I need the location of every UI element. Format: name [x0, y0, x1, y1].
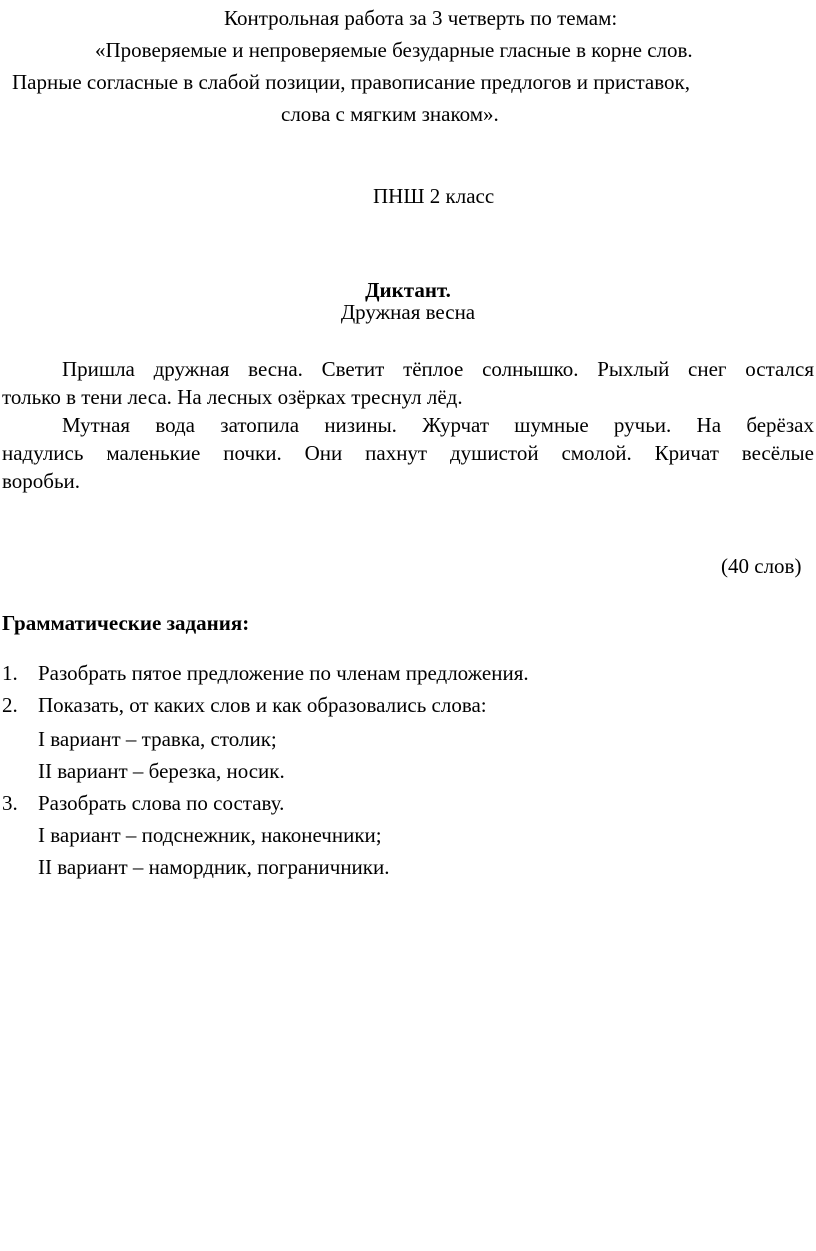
word-count: (40 слов): [721, 554, 802, 578]
list-item-text: Разобрать слова по составу.: [38, 791, 285, 815]
dictation-paragraph-1-line-1: Пришла дружная весна. Светит тёплое солнышко. Рыхлый снег остался: [62, 357, 814, 381]
header-title-line-3: Парные согласные в слабой позиции, правописание предлогов и приставок,: [12, 70, 690, 94]
variant-line: II вариант – намордник, пограничники.: [38, 855, 390, 879]
grammar-heading: Грамматические задания:: [2, 611, 250, 635]
dictation-paragraph-2-line-3: воробьи.: [2, 469, 81, 493]
dictation-paragraph-1-line-2: только в тени леса. На лесных озёрках треснул лёд.: [2, 385, 463, 409]
list-item-text: Показать, от каких слов и как образовались слова:: [38, 693, 487, 717]
header-title-line-1: Контрольная работа за 3 четверть по темам:: [224, 6, 618, 30]
variant-line: I вариант – подснежник, наконечники;: [38, 823, 382, 847]
dictation-paragraph-2-line-2: надулись маленькие почки. Они пахнут душистой смолой. Кричат весёлые: [2, 441, 814, 465]
list-item-number: 1.: [2, 661, 18, 685]
header-title-line-2: «Проверяемые и непроверяемые безударные гласные в корне слов.: [95, 38, 693, 62]
header-title-line-4: слова с мягким знаком».: [281, 102, 499, 126]
dictation-paragraph-2-line-1: Мутная вода затопила низины. Журчат шумные ручьи. На берёзах: [62, 413, 814, 437]
variant-line: II вариант – березка, носик.: [38, 759, 285, 783]
dictation-title: Дружная весна: [340, 300, 476, 324]
list-item-number: 2.: [2, 693, 18, 717]
list-item-text: Разобрать пятое предложение по членам предложения.: [38, 661, 529, 685]
variant-line: I вариант – травка, столик;: [38, 727, 277, 751]
list-item-number: 3.: [2, 791, 18, 815]
dictation-heading: Диктант.: [365, 278, 451, 302]
grade-label: ПНШ 2 класс: [373, 184, 495, 208]
